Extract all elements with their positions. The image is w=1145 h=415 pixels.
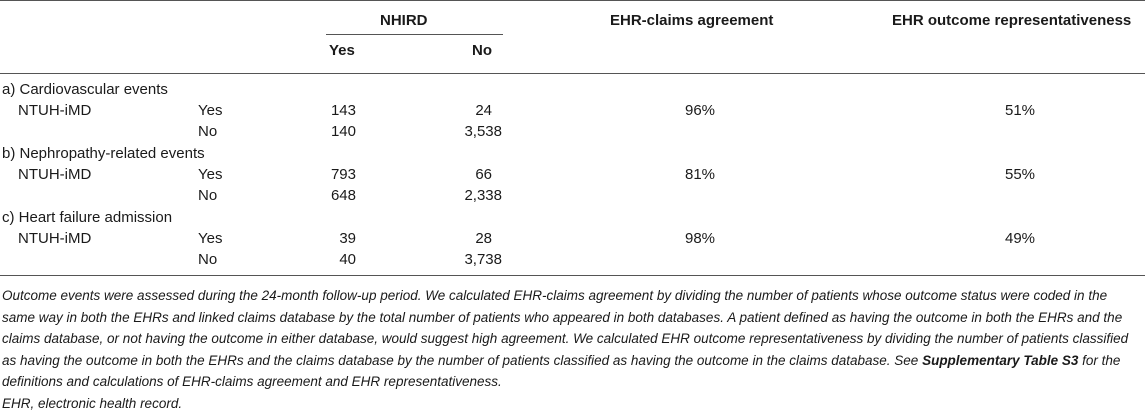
section-source: NTUH-iMD — [18, 166, 92, 183]
table-footnote — [2, 285, 1140, 415]
row-label: No — [198, 251, 218, 268]
nhird-yes-value: 140 — [330, 123, 356, 140]
nhird-no-value: 3,538 — [464, 123, 502, 140]
section-title: a) Cardiovascular events — [2, 81, 168, 98]
header-nhird: NHIRD — [380, 12, 428, 29]
nhird-underline — [326, 34, 503, 35]
nhird-no-value: 3,738 — [464, 251, 502, 268]
table-top-rule — [0, 0, 1145, 1]
nhird-no-value: 28 — [475, 230, 492, 247]
header-no: No — [472, 42, 492, 59]
nhird-no-value: 66 — [475, 166, 492, 183]
section-source: NTUH-iMD — [18, 102, 92, 119]
nhird-yes-value: 143 — [330, 102, 356, 119]
nhird-no-value: 24 — [475, 102, 492, 119]
row-label: Yes — [198, 166, 223, 183]
table-bottom-rule — [0, 275, 1145, 276]
footnote-abbreviation: EHR, electronic health record. — [2, 395, 183, 411]
supplementary-table-reference: Supplementary Table S3 — [922, 352, 1079, 368]
nhird-yes-value: 648 — [330, 187, 356, 204]
header-bottom-rule — [0, 73, 1145, 74]
representativeness-value: 55% — [1004, 166, 1036, 183]
representativeness-value: 49% — [1004, 230, 1036, 247]
footnote-tail: for the definitions and calculations of EHR-claims agreement and EHR representativeness. — [2, 352, 1121, 390]
row-label: No — [198, 123, 218, 140]
nhird-yes-value: 39 — [339, 230, 356, 247]
footnote-main: Outcome events were assessed during the 24-month follow-up period. We calculated EHR-claims agreement by dividing the number of patients whose outcome status were coded in the same way in both the EHRs and linked claims database by the total number of patients who appeared in both databases. A patient defined as having the outcome in both the EHRs and the claims database, or not having the outcome in either database, would suggest high agreement. We calculated EHR outcome representativeness by dividing the number of patients classified as having the outcome in both the EHRs and the claims database by the number of patients classified as having the outcome in the claims database. See — [2, 288, 1129, 368]
section-title: c) Heart failure admission — [2, 209, 173, 226]
nhird-no-value: 2,338 — [464, 187, 502, 204]
nhird-yes-value: 40 — [339, 251, 356, 268]
section-source: NTUH-iMD — [18, 230, 92, 247]
row-label: No — [198, 187, 218, 204]
header-agreement: EHR-claims agreement — [610, 12, 774, 29]
section-title: b) Nephropathy-related events — [2, 145, 205, 162]
agreement-value: 81% — [684, 166, 716, 183]
row-label: Yes — [198, 230, 223, 247]
header-representativeness: EHR outcome representativeness — [892, 12, 1132, 29]
header-yes: Yes — [329, 42, 355, 59]
agreement-value: 96% — [684, 102, 716, 119]
row-label: Yes — [198, 102, 223, 119]
nhird-yes-value: 793 — [330, 166, 356, 183]
agreement-value: 98% — [684, 230, 716, 247]
representativeness-value: 51% — [1004, 102, 1036, 119]
